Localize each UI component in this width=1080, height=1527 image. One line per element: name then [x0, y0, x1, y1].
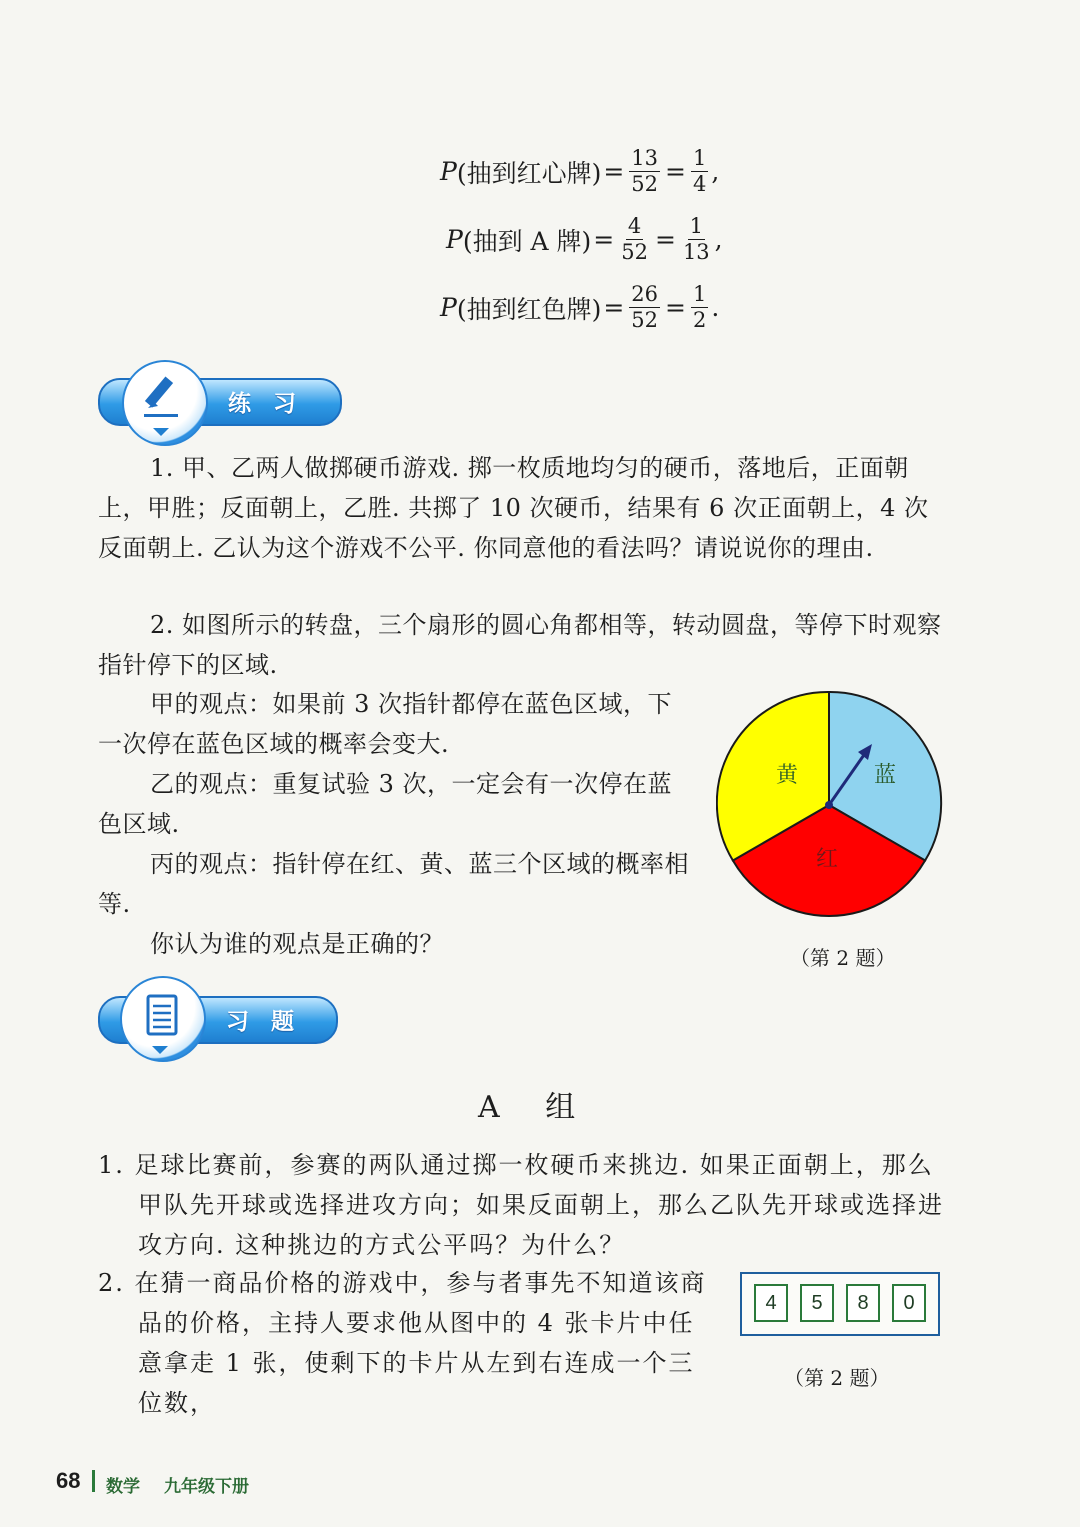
spinner-hub — [825, 801, 833, 809]
card: 5 — [800, 1284, 834, 1322]
practice-title: 练习 — [228, 390, 318, 417]
formula-punct: , — [714, 225, 723, 254]
spinner-label-blue: 蓝 — [874, 763, 897, 788]
fraction-numerator: 1 — [689, 214, 703, 238]
fraction-denominator: 52 — [631, 308, 659, 332]
card: 8 — [846, 1284, 880, 1322]
exercise-q1-text: 1. 足球比赛前，参赛的两队通过掷一枚硬币来挑边. 如果正面朝上，那么甲队先开球或选择进攻方向；如果反面朝上，那么乙队先开球或选择进攻方向. 这种挑边的方式公平吗？为什么？ — [98, 1151, 944, 1259]
exercise-q2 — [98, 1263, 718, 1423]
cards-caption: （第 2 题） — [784, 1366, 890, 1390]
spinner-label-red: 红 — [816, 847, 839, 872]
fraction — [629, 284, 660, 331]
card: 0 — [892, 1284, 926, 1322]
practice-q2-text: 2. 如图所示的转盘，三个扇形的圆心角都相等，转动圆盘，等停下时观察指针停下的区域. — [98, 611, 942, 679]
fraction-denominator: 4 — [692, 172, 707, 196]
formula-event: (抽到 A 牌) — [462, 226, 592, 256]
fraction-numerator: 13 — [631, 146, 659, 170]
spinner-diagram — [716, 690, 946, 920]
footer-grade: 九年级下册 — [164, 1477, 249, 1496]
fraction-denominator: 52 — [621, 240, 648, 264]
spinner-caption: （第 2 题） — [790, 946, 896, 970]
view-jia: 甲的观点：如果前 3 次指针都停在蓝色区域，下一次停在蓝色区域的概率会变大. — [98, 690, 673, 758]
formula-red: P (抽到红色牌) = $\frac{26}{52}$ = $\frac{1}{2}$ . — [440, 282, 720, 332]
fraction-numerator: 1 — [692, 146, 707, 170]
fraction — [691, 148, 708, 195]
practice-banner-arrow — [153, 428, 169, 436]
fraction — [691, 284, 708, 331]
fraction — [619, 216, 650, 263]
spinner-label-yellow: 黄 — [776, 763, 799, 788]
exercises-title: 习题 — [226, 1008, 316, 1035]
formula-p: P — [440, 157, 457, 186]
notepad-icon — [142, 990, 182, 1040]
exercises-banner-arrow — [152, 1046, 168, 1054]
fraction — [629, 148, 660, 195]
view-bing: 丙的观点：指针停在红、黄、蓝三个区域的概率相等. — [98, 850, 689, 918]
fraction-numerator: 4 — [627, 214, 642, 238]
formula-p: P — [440, 293, 457, 322]
practice-views — [98, 684, 696, 964]
formula-ace: P (抽到 A 牌) = $\frac{4}{52}$ = $\frac{1}{13}$ , — [446, 214, 723, 264]
fraction-numerator: 26 — [631, 282, 659, 306]
formula-punct: , — [711, 157, 720, 186]
group-a-title: A 组 — [478, 1090, 594, 1125]
practice-q1-text: 1. 甲、乙两人做掷硬币游戏. 掷一枚质地均匀的硬币，落地后，正面朝上，甲胜；反面朝上，乙胜. 共掷了 10 次硬币，结果有 6 次正面朝上，4 次反面朝上. 乙认为这个游戏不公平. 你同意他的看法吗？请说说你的理由. — [98, 454, 929, 562]
fraction — [681, 216, 712, 263]
pencil-icon — [140, 372, 188, 422]
formula-p: P — [446, 225, 463, 254]
exercise-q1 — [98, 1145, 944, 1265]
fraction-numerator: 1 — [692, 282, 707, 306]
fraction-denominator: 13 — [682, 240, 710, 264]
practice-q1 — [98, 448, 944, 568]
fraction-denominator: 2 — [692, 308, 707, 332]
footer-subject: 数学 — [106, 1477, 140, 1496]
formula-event: (抽到红心牌) — [456, 158, 602, 188]
footer-divider — [92, 1470, 95, 1492]
exercise-q2-text: 2. 在猜一商品价格的游戏中，参与者事先不知道该商品的价格，主持人要求他从图中的 4 张卡片中任意拿走 1 张，使剩下的卡片从左到右连成一个三位数， — [98, 1269, 707, 1417]
fraction-denominator: 52 — [631, 172, 659, 196]
formula-hearts: P (抽到红心牌) = $\frac{13}{52}$ = $\frac{1}{4}$ , — [440, 146, 720, 196]
formula-punct: . — [711, 293, 720, 322]
page-number: 68 — [56, 1468, 81, 1493]
practice-q2-intro — [98, 605, 944, 685]
view-yi: 乙的观点：重复试验 3 次，一定会有一次停在蓝色区域. — [98, 770, 673, 838]
card: 4 — [754, 1284, 788, 1322]
view-question: 你认为谁的观点是正确的？ — [150, 930, 444, 958]
formula-event: (抽到红色牌) — [456, 294, 602, 324]
